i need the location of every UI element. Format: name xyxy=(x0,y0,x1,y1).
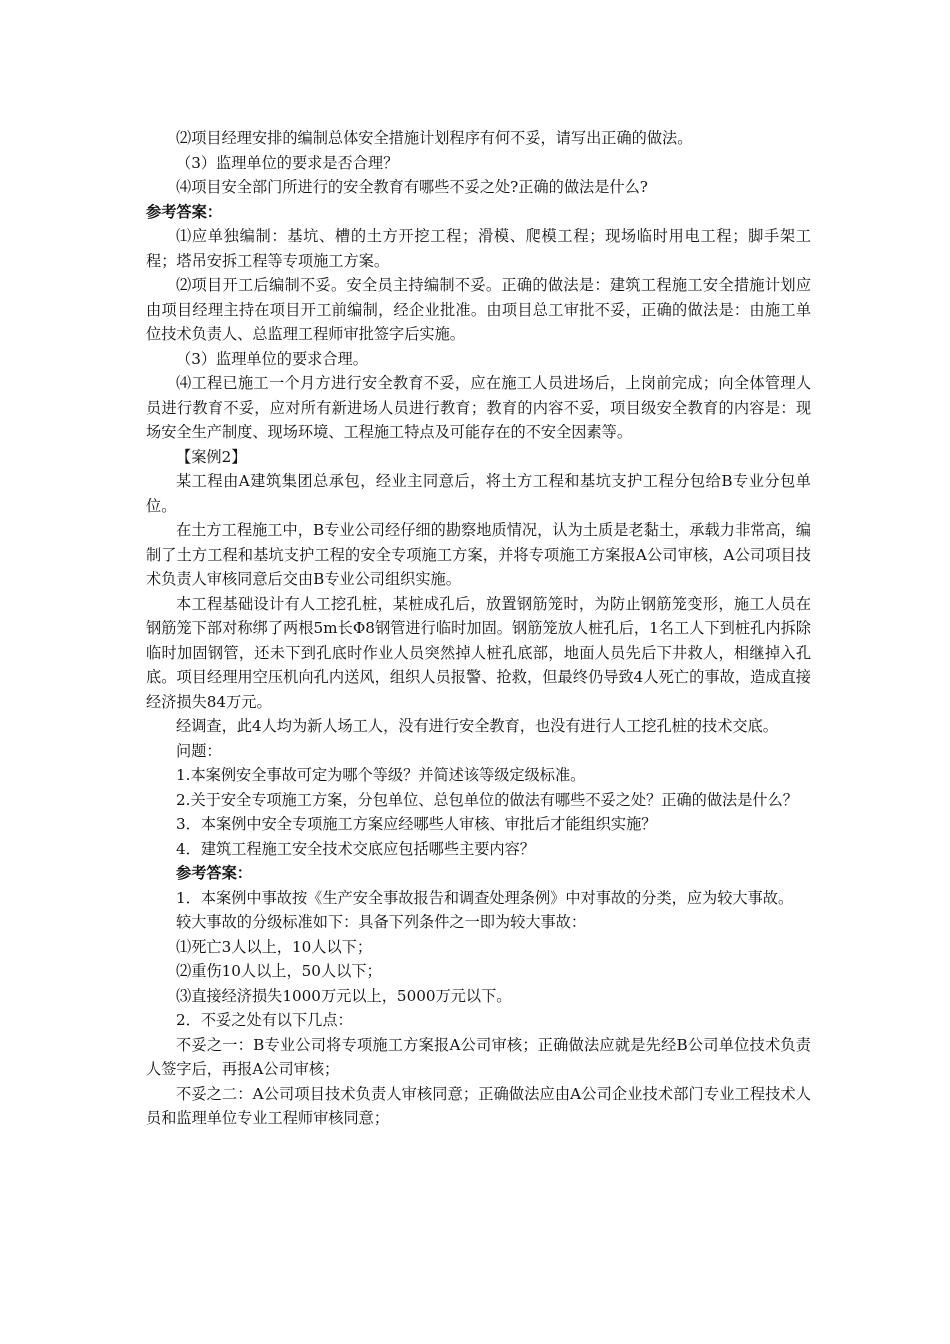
answer-4: ⑷工程已施工一个月方进行安全教育不妥，应在施工人员进场后，上岗前完成；向全体管理人员进行教育不妥，应对所有新进场人员进行教育；教育的内容不妥，项目级安全教育的内容是：现场安全生产制度、现场环境、工程施工特点及可能存在的不安全因素等。 xyxy=(146,374,811,441)
case-paragraph: 某工程由A建筑集团总承包，经业主同意后，将土方工程和基坑支护工程分包给B专业分包单位。 xyxy=(146,472,811,515)
answer-heading: 参考答案： xyxy=(146,202,222,221)
case-paragraph: 本工程基础设计有人工挖孔桩，某桩成孔后，放置钢筋笼时，为防止钢筋笼变形，施工人员在钢筋笼下部对称绑了两根5m长Φ8钢管进行临时加固。钢筋笼放人桩孔后，1名工人下到桩孔内拆除临时加固钢管，还未下到孔底时作业人员突然掉人桩孔底部，地面人员先后下井救人，相继掉入孔底。项目经理用空压机向孔内送风，组织人员报警、抢救，但最终仍导致4人死亡的事故，造成直接经济损失84万元。 xyxy=(146,594,811,711)
answer-3: （3）监理单位的要求合理。 xyxy=(176,349,368,368)
answer-2: ⑵项目开工后编制不妥。安全员主持编制不妥。正确的做法是：建筑工程施工安全措施计划应由项目经理主持在项目开工前编制，经企业批准。由项目总工审批不妥，正确的做法是：由施工单位技术负责人、总监理工程师审批签字后实施。 xyxy=(146,276,811,343)
case-answer: ⑴死亡3人以上，10人以下； xyxy=(176,937,373,956)
case-question: 3．本案例中安全专项施工方案应经哪些人审核、审批后才能组织实施？ xyxy=(176,815,657,833)
case-answer: ⑶直接经济损失1000万元以上，5000万元以下。 xyxy=(176,986,512,1005)
document-body xyxy=(146,126,811,1131)
case-answer: 不妥之一：B专业公司将专项施工方案报A公司审核；正确做法应就是先经B公司单位技术负责人签字后，再报A公司审核； xyxy=(146,1035,811,1078)
question-4: ⑷项目安全部门所进行的安全教育有哪些不妥之处?正确的做法是什么? xyxy=(176,178,648,196)
questions-heading: 问题： xyxy=(176,741,222,760)
case-question: 1.本案例安全事故可定为哪个等级？并简述该等级定级标准。 xyxy=(176,766,586,784)
case-question: 2.关于安全专项施工方案，分包单位、总包单位的做法有哪些不妥之处？正确的做法是什么？ xyxy=(176,790,798,809)
case-answer: 较大事故的分级标准如下：具备下列条件之一即为较大事故： xyxy=(176,913,587,931)
case-paragraph: 经调查，此4人均为新人场工人，没有进行安全教育，也没有进行人工挖孔桩的技术交底。 xyxy=(176,717,778,735)
answer-1: ⑴应单独编制：基坑、槽的土方开挖工程；滑模、爬模工程；现场临时用电工程；脚手架工程；塔吊安拆工程等专项施工方案。 xyxy=(146,227,811,270)
case-answer: ⑵重伤10人以上，50人以下； xyxy=(176,962,382,980)
question-2: ⑵项目经理安排的编制总体安全措施计划程序有何不妥，请写出正确的做法。 xyxy=(176,129,693,147)
case-answer: 2．不妥之处有以下几点： xyxy=(176,1011,353,1029)
case-answer: 不妥之二：A公司项目技术负责人审核同意；正确做法应由A公司企业技术部门专业工程技术人员和监理单位专业工程师审核同意； xyxy=(146,1084,811,1127)
case-paragraph: 在土方工程施工中，B专业公司经仔细的勘察地质情况，认为土质是老黏土，承载力非常高，编制了土方工程和基坑支护工程的安全专项施工方案，并将专项施工方案报A公司审核，A公司项目技术负责人审核同意后交由B专业公司组织实施。 xyxy=(146,521,811,588)
case-answer: 1．本案例中事故按《生产安全事故报告和调查处理条例》中对事故的分类，应为较大事故。 xyxy=(176,888,794,907)
answer-heading: 参考答案： xyxy=(176,864,252,882)
case-2-heading: 【案例2】 xyxy=(176,447,247,466)
case-question: 4．建筑工程施工安全技术交底应包括哪些主要内容？ xyxy=(176,839,535,858)
question-3: （3）监理单位的要求是否合理？ xyxy=(176,153,399,172)
